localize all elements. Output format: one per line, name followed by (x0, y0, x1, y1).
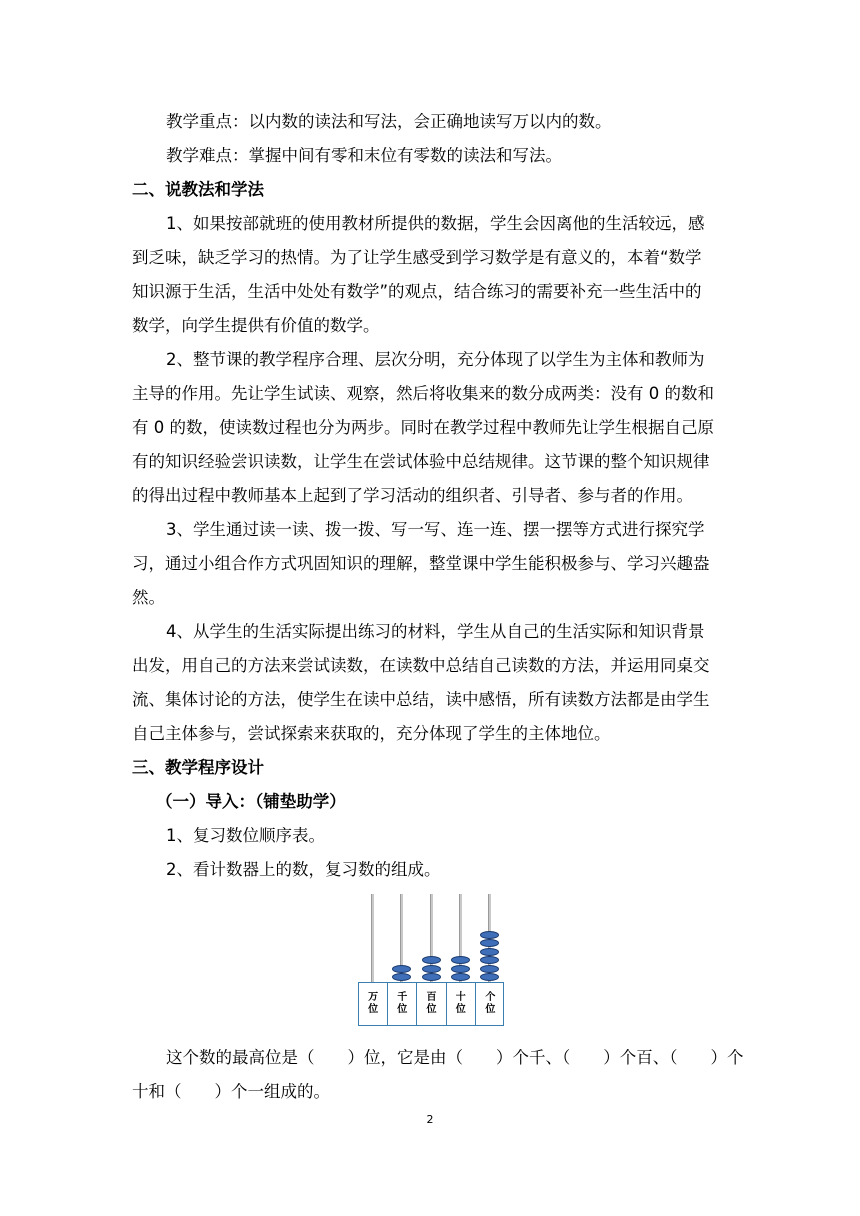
paragraph-line: 2、整节课的教学程序合理、层次分明，充分体现了以学生为主体和教师为 (166, 350, 705, 369)
abacus-bead (480, 965, 499, 973)
paragraph-line: 主导的作用。先让学生试读、观察，然后将收集来的数分成两类：没有 0 的数和 (132, 384, 714, 403)
abacus-bead (480, 948, 499, 956)
paragraph-line: 1、复习数位顺序表。 (166, 826, 325, 845)
abacus-rod (371, 894, 374, 982)
place-label-cell (417, 983, 446, 1025)
counting-frame-base (358, 982, 504, 1026)
place-label-bottom: 位 (485, 1004, 496, 1015)
paragraph-line: 的得出过程中教师基本上起到了学习活动的组织者、引导者、参与者的作用。 (132, 486, 693, 505)
abacus-bead (422, 965, 441, 973)
place-label-bottom: 位 (455, 1004, 466, 1015)
subsection-heading: （一）导入：（铺垫助学） (156, 792, 346, 811)
abacus-bead (451, 965, 470, 973)
abacus-bead (480, 973, 499, 981)
place-label-cell (388, 983, 417, 1025)
abacus-bead (480, 956, 499, 964)
paragraph-line: 有 0 的数，使读数过程也分为两步。同时在教学过程中教师先让学生根据自己原 (132, 418, 714, 437)
paragraph-line: 知识源于生活，生活中处处有数学”的观点，结合练习的需要补充一些生活中的 (132, 282, 702, 301)
paragraph-line: 习，通过小组合作方式巩固知识的理解，整堂课中学生能积极参与、学习兴趣盎 (132, 554, 710, 573)
place-label-top: 万 (368, 992, 379, 1003)
paragraph-line: 十和（ ）个一组成的。 (132, 1082, 330, 1101)
place-label-cell (359, 983, 388, 1025)
paragraph-line: 教学重点：以内数的读法和写法，会正确地读写万以内的数。 (166, 112, 612, 131)
abacus-bead (451, 973, 470, 981)
section-heading: 二、说教法和学法 (132, 180, 264, 199)
paragraph-line: 流、集体讨论的方法，使学生在读中总结，读中感悟，所有读数方法都是由学生 (132, 690, 710, 709)
paragraph-line: 这个数的最高位是（ ）位，它是由（ ）个千、（ ）个百、（ ）个 (166, 1048, 744, 1067)
section-heading: 三、教学程序设计 (132, 758, 264, 777)
paragraph-line: 教学难点：掌握中间有零和末位有零数的读法和写法。 (166, 146, 562, 165)
paragraph-line: 2、看计数器上的数，复习数的组成。 (166, 860, 441, 879)
abacus-bead (392, 965, 411, 973)
place-label-cell (476, 983, 505, 1025)
place-label-bottom: 位 (397, 1004, 408, 1015)
paragraph-line: 自己主体参与，尝试探索来获取的，充分体现了学生的主体地位。 (132, 724, 611, 743)
paragraph-line: 1、如果按部就班的使用教材所提供的数据，学生会因离他的生活较远，感 (166, 214, 705, 233)
place-label-top: 千 (397, 992, 408, 1003)
place-label-bottom: 位 (368, 1004, 379, 1015)
abacus-bead (480, 939, 499, 947)
paragraph-line: 3、学生通过读一读、拨一拨、写一写、连一连、摆一摆等方式进行探究学 (166, 520, 705, 539)
abacus-bead (422, 973, 441, 981)
place-label-top: 个 (485, 992, 496, 1003)
place-label-top: 百 (426, 992, 437, 1003)
paragraph-line: 到乏味，缺乏学习的热情。为了让学生感受到学习数学是有意义的，本着“数学 (132, 248, 702, 267)
place-label-bottom: 位 (426, 1004, 437, 1015)
abacus-bead (451, 956, 470, 964)
place-label-top: 十 (455, 992, 466, 1003)
place-label-cell (447, 983, 476, 1025)
paragraph-line: 然。 (132, 588, 165, 607)
counting-frame-figure (350, 892, 512, 1028)
paragraph-line: 4、从学生的生活实际提出练习的材料，学生从自己的生活实际和知识背景 (166, 622, 705, 641)
abacus-bead (422, 956, 441, 964)
abacus-bead (392, 973, 411, 981)
paragraph-line: 数学，向学生提供有价值的数学。 (132, 316, 380, 335)
paragraph-line: 出发，用自己的方法来尝试读数，在读数中总结自己读数的方法，并运用同桌交 (132, 656, 710, 675)
abacus-bead (480, 931, 499, 939)
paragraph-line: 有的知识经验尝识读数，让学生在尝试体验中总结规律。这节课的整个知识规律 (132, 452, 710, 471)
page-number: 2 (426, 1113, 434, 1126)
